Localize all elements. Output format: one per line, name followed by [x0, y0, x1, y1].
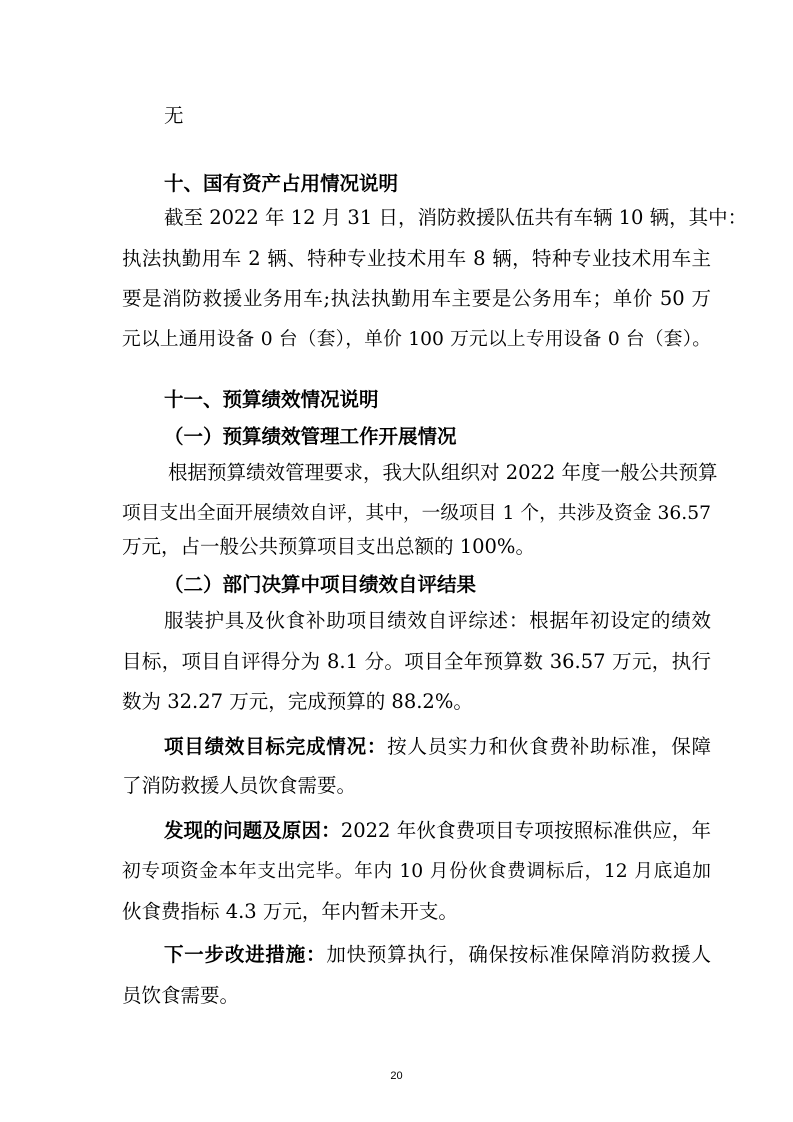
section-10-line-4: 元以上通用设备 0 台（套），单价 100 万元以上专用设备 0 台（套）。	[122, 329, 711, 350]
subsection-1-line-2: 项目支出全面开展绩效自评，其中，一级项目 1 个，共涉及资金 36.57	[122, 503, 711, 524]
subsection-1-title: （一）预算绩效管理工作开展情况	[164, 425, 457, 448]
subsection-2-line-2: 目标，项目自评得分为 8.1 分。项目全年预算数 36.57 万元，执行	[122, 650, 711, 673]
section-11-title: 十一、预算绩效情况说明	[164, 388, 379, 411]
section-10-line-3: 要是消防救援业务用车;执法执勤用车主要是公务用车；单价 50 万	[122, 287, 711, 310]
problems-text-1: 2022 年伙食费项目专项按照标准供应，年	[340, 819, 711, 842]
subsection-1-line-1: 根据预算绩效管理要求，我大队组织对 2022 年度一般公共预算	[168, 461, 718, 484]
subsection-2-line-3: 数为 32.27 万元，完成预算的 88.2%。	[122, 690, 473, 713]
next-steps-label: 下一步改进措施：	[164, 943, 327, 966]
next-steps-line-2: 员饮食需要。	[122, 984, 240, 1007]
goal-label: 项目绩效目标完成情况：	[164, 735, 388, 758]
goal-text-1: 按人员实力和伙食费补助标准，保障	[387, 735, 711, 758]
section-10-line-2: 执法执勤用车 2 辆、特种专业技术用车 8 辆，特种专业技术用车主	[122, 247, 711, 270]
section-10-line-1: 截至 2022 年 12 月 31 日，消防救援队伍共有车辆 10 辆，其中：	[164, 206, 748, 229]
section-10-title: 十、国有资产占用情况说明	[164, 172, 399, 195]
problems-line-3: 伙食费指标 4.3 万元，年内暂未开支。	[122, 900, 458, 923]
subsection-2-line-1: 服装护具及伙食补助项目绩效自评综述：根据年初设定的绩效	[164, 609, 711, 632]
page-number: 20	[390, 1070, 403, 1082]
goal-line-2: 了消防救援人员饮食需要。	[122, 774, 357, 797]
goal-line-1	[164, 733, 711, 761]
problems-label: 发现的问题及原因：	[164, 819, 341, 842]
top-text: 无	[164, 104, 184, 127]
problems-line-1	[164, 817, 711, 845]
next-steps-line-1	[164, 941, 711, 969]
subsection-1-line-3: 万元，占一般公共预算项目支出总额的 100%。	[122, 535, 535, 558]
problems-line-2: 初专项资金本年支出完毕。年内 10 月份伙食费调标后，12 月底追加	[122, 861, 711, 882]
next-steps-text-1: 加快预算执行，确保按标准保障消防救援人	[326, 943, 711, 966]
subsection-2-title: （二）部门决算中项目绩效自评结果	[164, 573, 477, 596]
